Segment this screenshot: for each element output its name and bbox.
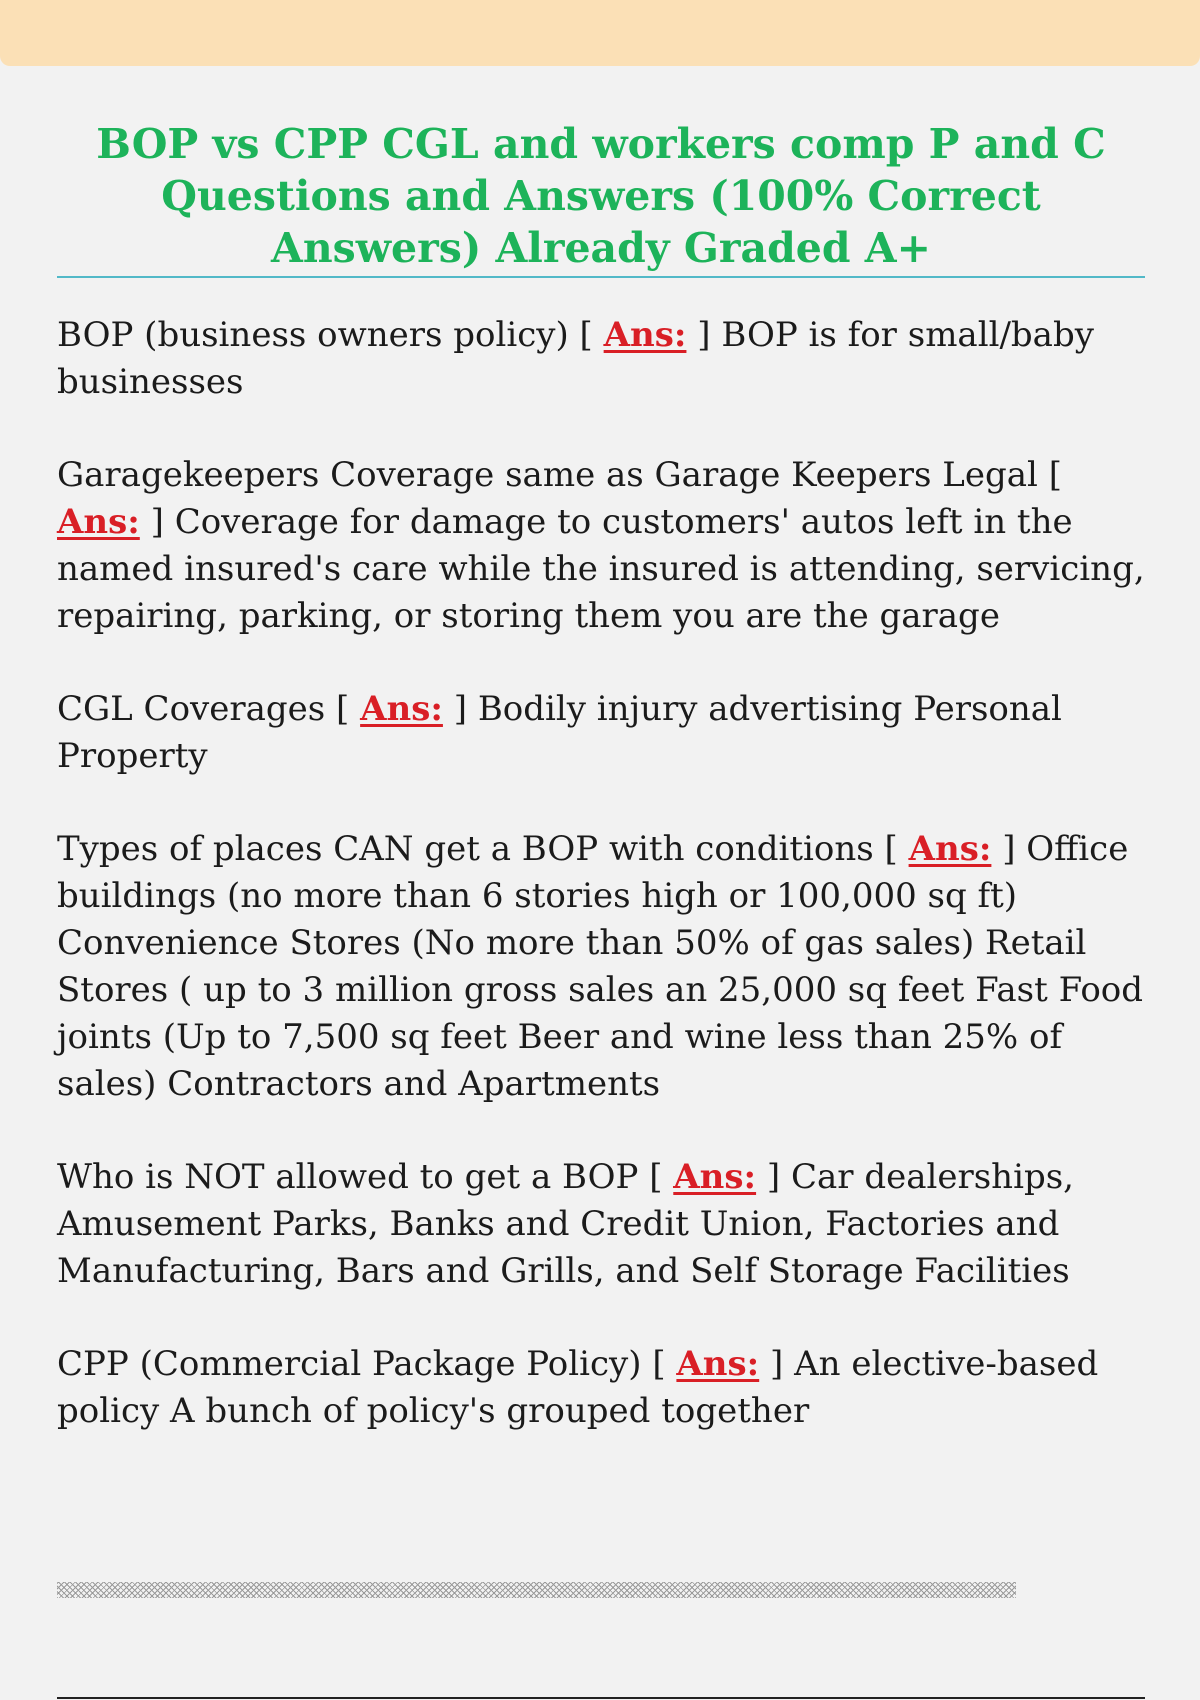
qa-question: CPP (Commercial Package Policy) bbox=[57, 1344, 642, 1384]
qa-question: Types of places CAN get a BOP with conditions bbox=[57, 829, 874, 869]
qa-question: Garagekeepers Coverage same as Garage Keepers Legal bbox=[57, 455, 1038, 495]
qa-item: CPP (Commercial Package Policy) [ Ans: ] An elective-based policy A bunch of policy's grouped together bbox=[57, 1344, 1099, 1431]
answer-label: Ans: bbox=[360, 689, 443, 729]
qa-answer: Office buildings (no more than 6 stories high or 100,000 sq ft) Convenience Stores (No more than 50% of gas sales) Retail Stores ( up to 3 million gross sales an 25,000 sq feet Fast Food joints (Up to 7,500 sq feet Beer and wine less than 25% of sales) Contractors and Apartments bbox=[57, 829, 1144, 1104]
qa-item: BOP (business owners policy) [ Ans: ] BOP is for small/baby businesses bbox=[57, 315, 1094, 402]
answer-label: Ans: bbox=[908, 829, 992, 869]
answer-label: Ans: bbox=[673, 1157, 757, 1197]
qa-item: Garagekeepers Coverage same as Garage Keepers Legal [ Ans: ] Coverage for damage to customers' autos left in the named insured's care while the insured is attending, servicing, repairing, parking, or storing them you are the garage bbox=[57, 455, 1145, 636]
qa-answer: Coverage for damage to customers' autos left in the named insured's care while the insured is attending, servicing, repairing, parking, or storing them you are the garage bbox=[57, 502, 1145, 636]
answer-label: Ans: bbox=[57, 502, 140, 542]
qa-answer: Car dealerships, Amusement Parks, Banks and Credit Union, Factories and Manufacturing, Bars and Grills, and Self Storage Facilities bbox=[57, 1157, 1074, 1291]
answer-label: Ans: bbox=[603, 315, 687, 355]
bottom-rule bbox=[57, 1697, 1145, 1699]
qa-answer: An elective-based policy A bunch of policy's grouped together bbox=[57, 1344, 1099, 1431]
qa-item: CGL Coverages [ Ans: ] Bodily injury advertising Personal Property bbox=[57, 689, 1062, 776]
answer-label: Ans: bbox=[676, 1344, 760, 1384]
qa-item: Types of places CAN get a BOP with conditions [ Ans: ] Office buildings (no more than 6 stories high or 100,000 sq ft) Convenience Stores (No more than 50% of gas sales) Retail Stores ( up to 3 million gross sales an 25,000 sq feet Fast Food joints (Up to 7,500 sq feet Beer and wine less than 25% of sales) Contractors and Apartments bbox=[57, 829, 1144, 1104]
qa-list bbox=[57, 312, 1145, 1435]
qa-question: CGL Coverages bbox=[57, 689, 326, 729]
qa-question: BOP (business owners policy) bbox=[57, 315, 569, 355]
hatched-divider bbox=[57, 1582, 1016, 1598]
qa-item: Who is NOT allowed to get a BOP [ Ans: ] Car dealerships, Amusement Parks, Banks and Credit Union, Factories and Manufacturing, Bars and Grills, and Self Storage Facilities bbox=[57, 1157, 1074, 1291]
qa-answer: BOP is for small/baby businesses bbox=[57, 315, 1094, 402]
top-banner bbox=[0, 0, 1200, 66]
qa-answer: Bodily injury advertising Personal Property bbox=[57, 689, 1062, 776]
qa-question: Who is NOT allowed to get a BOP bbox=[57, 1157, 639, 1197]
document-title: BOP vs CPP CGL and workers comp P and C Questions and Answers (100% Correct Answers) Already Graded A+ bbox=[57, 118, 1145, 278]
document-page bbox=[57, 118, 1145, 1481]
